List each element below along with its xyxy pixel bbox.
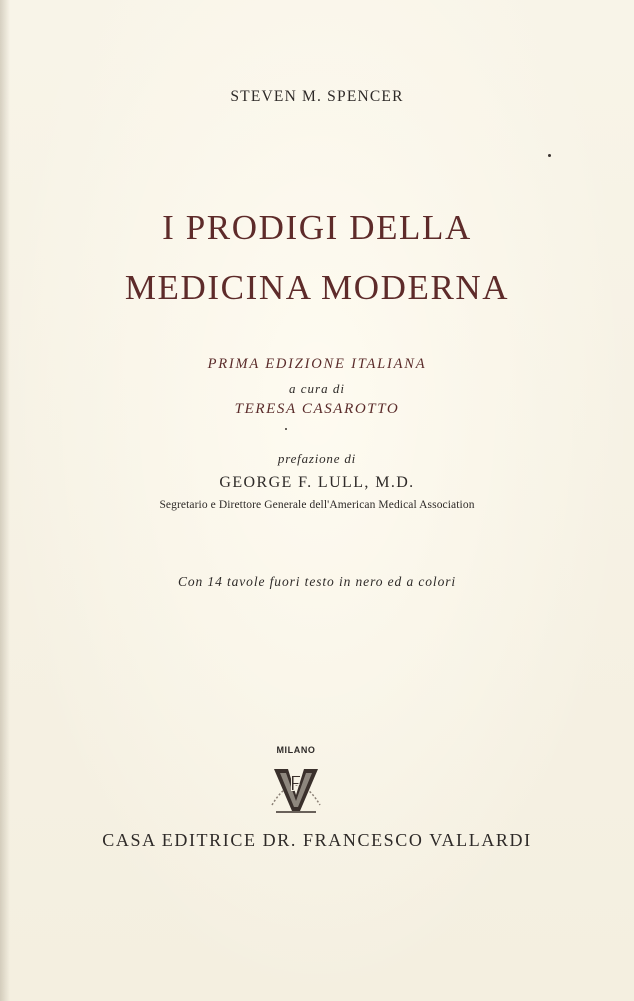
book-title-line-2: MEDICINA MODERNA — [124, 268, 510, 307]
paper-speck — [548, 154, 551, 157]
publisher-monogram-icon — [266, 755, 326, 815]
book-title-line-1: I PRODIGI DELLA — [162, 208, 472, 247]
curated-by-label: a cura di — [289, 381, 345, 396]
edition-label: PRIMA EDIZIONE ITALIANA — [207, 356, 427, 372]
curator-name: TERESA CASAROTTO — [234, 401, 400, 417]
logo-city-label: MILANO — [276, 745, 316, 755]
preface-author-role: Segretario e Direttore Generale dell'American Medical Association — [159, 499, 475, 511]
preface-author-name: GEORGE F. LULL, M.D. — [219, 474, 415, 491]
preface-label: prefazione di — [277, 451, 357, 466]
author-name: STEVEN M. SPENCER — [230, 88, 404, 105]
plates-note: Con 14 tavole fuori testo in nero ed a colori — [177, 574, 457, 589]
publisher-emblem-icon — [266, 745, 326, 815]
paper-speck — [285, 428, 287, 430]
publisher-name: CASA EDITRICE DR. FRANCESCO VALLARDI — [102, 830, 532, 850]
